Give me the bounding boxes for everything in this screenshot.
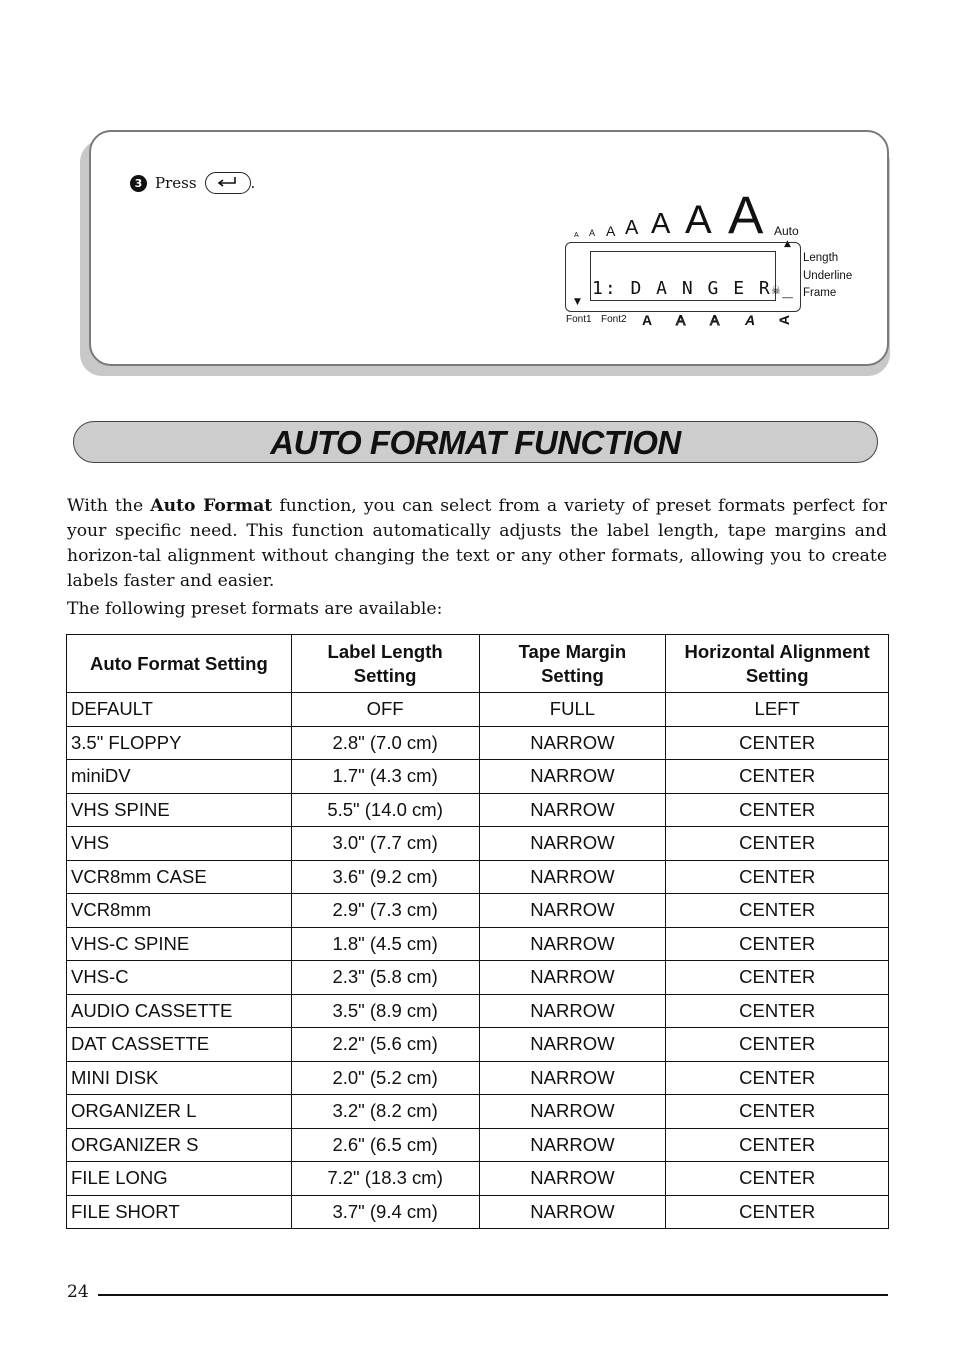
table-row — [67, 894, 889, 928]
table-cell: NARROW — [479, 860, 666, 894]
table-cell: CENTER — [666, 827, 889, 861]
table-row — [67, 726, 889, 760]
table-cell: CENTER — [666, 1162, 889, 1196]
table-cell: DEFAULT — [67, 693, 292, 727]
table-cell: 3.5" FLOPPY — [67, 726, 292, 760]
table-cell: FULL — [479, 693, 666, 727]
table-cell: VCR8mm CASE — [67, 860, 292, 894]
table-cell: NARROW — [479, 1195, 666, 1229]
table-cell: ORGANIZER S — [67, 1128, 292, 1162]
shadow-style-icon: A — [710, 312, 720, 328]
table-cell: CENTER — [666, 760, 889, 794]
size-indicator: A — [606, 223, 616, 239]
intro-paragraph — [67, 494, 887, 594]
section-title-banner — [73, 421, 878, 463]
outline-style-icon: A — [676, 312, 686, 328]
table-row — [67, 1195, 889, 1229]
size-indicator: A — [685, 198, 712, 242]
table-cell: NARROW — [479, 1028, 666, 1062]
down-arrow-icon: ▼ — [574, 297, 581, 307]
table-cell: 2.8" (7.0 cm) — [291, 726, 479, 760]
table-row — [67, 760, 889, 794]
table-cell: 2.2" (5.6 cm) — [291, 1028, 479, 1062]
table-cell: VCR8mm — [67, 894, 292, 928]
size-indicator: A — [728, 186, 764, 245]
font2-label: Font2 — [601, 314, 627, 325]
table-cell: CENTER — [666, 1128, 889, 1162]
table-cell: 1.7" (4.3 cm) — [291, 760, 479, 794]
table-row — [67, 1028, 889, 1062]
intro-bold-term: Auto Format — [150, 496, 273, 516]
table-row — [67, 793, 889, 827]
table-row — [67, 1128, 889, 1162]
table-cell: NARROW — [479, 726, 666, 760]
table-row — [67, 1095, 889, 1129]
lcd-screen-text: 1: D A N G E R — [592, 278, 772, 299]
table-cell: CENTER — [666, 994, 889, 1028]
table-cell: miniDV — [67, 760, 292, 794]
table-cell: VHS-C — [67, 961, 292, 995]
table-row — [67, 693, 889, 727]
table-cell: FILE LONG — [67, 1162, 292, 1196]
step-suffix: . — [250, 174, 256, 192]
skull-icon: ☠ — [771, 282, 783, 298]
table-cell: ORGANIZER L — [67, 1095, 292, 1129]
table-cell: 3.2" (8.2 cm) — [291, 1095, 479, 1129]
lcd-display-illustration — [565, 186, 865, 338]
table-cell: NARROW — [479, 827, 666, 861]
size-indicator: A — [651, 208, 671, 240]
table-body — [67, 693, 889, 1229]
table-cell: NARROW — [479, 894, 666, 928]
auto-indicator: Auto — [774, 224, 799, 238]
table-row — [67, 1061, 889, 1095]
underline-label: Underline — [803, 269, 853, 282]
table-cell: NARROW — [479, 1095, 666, 1129]
enter-key-icon — [205, 172, 251, 194]
table-cell: CENTER — [666, 894, 889, 928]
table-cell: 2.9" (7.3 cm) — [291, 894, 479, 928]
table-cell: 1.8" (4.5 cm) — [291, 927, 479, 961]
intro-text-end: function, you can select from a variety of preset formats perfect for your specific need. This function automatically adjusts the label length, tape margins and horizon-tal alignment without changing the text or any other formats, allowing you to create labels faster and easier. — [67, 496, 887, 591]
up-arrow-icon: ▲ — [784, 239, 791, 249]
size-indicator: A — [589, 228, 596, 238]
table-cell: OFF — [291, 693, 479, 727]
table-cell: NARROW — [479, 927, 666, 961]
bold-style-icon: A — [642, 312, 653, 328]
presets-line: The following preset formats are available: — [67, 599, 443, 619]
table-cell: NARROW — [479, 994, 666, 1028]
table-cell: VHS SPINE — [67, 793, 292, 827]
table-cell: 2.0" (5.2 cm) — [291, 1061, 479, 1095]
table-cell: DAT CASSETTE — [67, 1028, 292, 1062]
table-cell: CENTER — [666, 1061, 889, 1095]
table-cell: NARROW — [479, 1162, 666, 1196]
lcd-side-labels — [803, 250, 852, 303]
italic-style-icon: A — [745, 312, 756, 328]
column-header: Label Length Setting — [291, 635, 479, 693]
table-cell: CENTER — [666, 726, 889, 760]
cursor: _ — [782, 278, 795, 299]
table-cell: 2.3" (5.8 cm) — [291, 961, 479, 995]
font1-label: Font1 — [566, 314, 592, 325]
lcd-text — [592, 278, 795, 299]
table-cell: CENTER — [666, 1028, 889, 1062]
table-cell: 5.5" (14.0 cm) — [291, 793, 479, 827]
table-cell: NARROW — [479, 793, 666, 827]
intro-text-start: With the — [67, 496, 151, 516]
step-number: 3 — [130, 175, 147, 192]
table-row — [67, 827, 889, 861]
table-cell: LEFT — [666, 693, 889, 727]
auto-format-table — [66, 634, 889, 1229]
vertical-style-icon: A — [776, 314, 793, 326]
table-cell: FILE SHORT — [67, 1195, 292, 1229]
step-instruction — [130, 172, 255, 194]
table-cell: NARROW — [479, 760, 666, 794]
table-cell: CENTER — [666, 860, 889, 894]
table-cell: NARROW — [479, 961, 666, 995]
table-cell: 2.6" (6.5 cm) — [291, 1128, 479, 1162]
size-indicator: A — [625, 217, 639, 239]
length-label: Length — [803, 252, 839, 264]
table-cell: 7.2" (18.3 cm) — [291, 1162, 479, 1196]
table-cell: AUDIO CASSETTE — [67, 994, 292, 1028]
table-row — [67, 1162, 889, 1196]
table-cell: 3.5" (8.9 cm) — [291, 994, 479, 1028]
frame-label: Frame — [803, 287, 837, 299]
footer-rule — [98, 1294, 888, 1296]
table-cell: VHS-C SPINE — [67, 927, 292, 961]
table-row — [67, 860, 889, 894]
step-text: Press — [155, 174, 197, 192]
column-header: Horizontal Alignment Setting — [666, 635, 889, 693]
table-cell: VHS — [67, 827, 292, 861]
table-row — [67, 927, 889, 961]
table-cell: MINI DISK — [67, 1061, 292, 1095]
table-cell: CENTER — [666, 1095, 889, 1129]
column-header: Tape Margin Setting — [479, 635, 666, 693]
size-indicator: A — [574, 232, 579, 239]
page-number: 24 — [67, 1282, 89, 1302]
table-cell: CENTER — [666, 793, 889, 827]
table-cell: CENTER — [666, 961, 889, 995]
table-cell: CENTER — [666, 927, 889, 961]
table-cell: 3.7" (9.4 cm) — [291, 1195, 479, 1229]
section-title: AUTO FORMAT FUNCTION — [270, 424, 681, 461]
table-header-row — [67, 635, 889, 693]
table-cell: NARROW — [479, 1128, 666, 1162]
table-cell: 3.0" (7.7 cm) — [291, 827, 479, 861]
table-cell: CENTER — [666, 1195, 889, 1229]
column-header: Auto Format Setting — [67, 635, 292, 693]
table-cell: NARROW — [479, 1061, 666, 1095]
table-cell: 3.6" (9.2 cm) — [291, 860, 479, 894]
table-row — [67, 994, 889, 1028]
table-row — [67, 961, 889, 995]
